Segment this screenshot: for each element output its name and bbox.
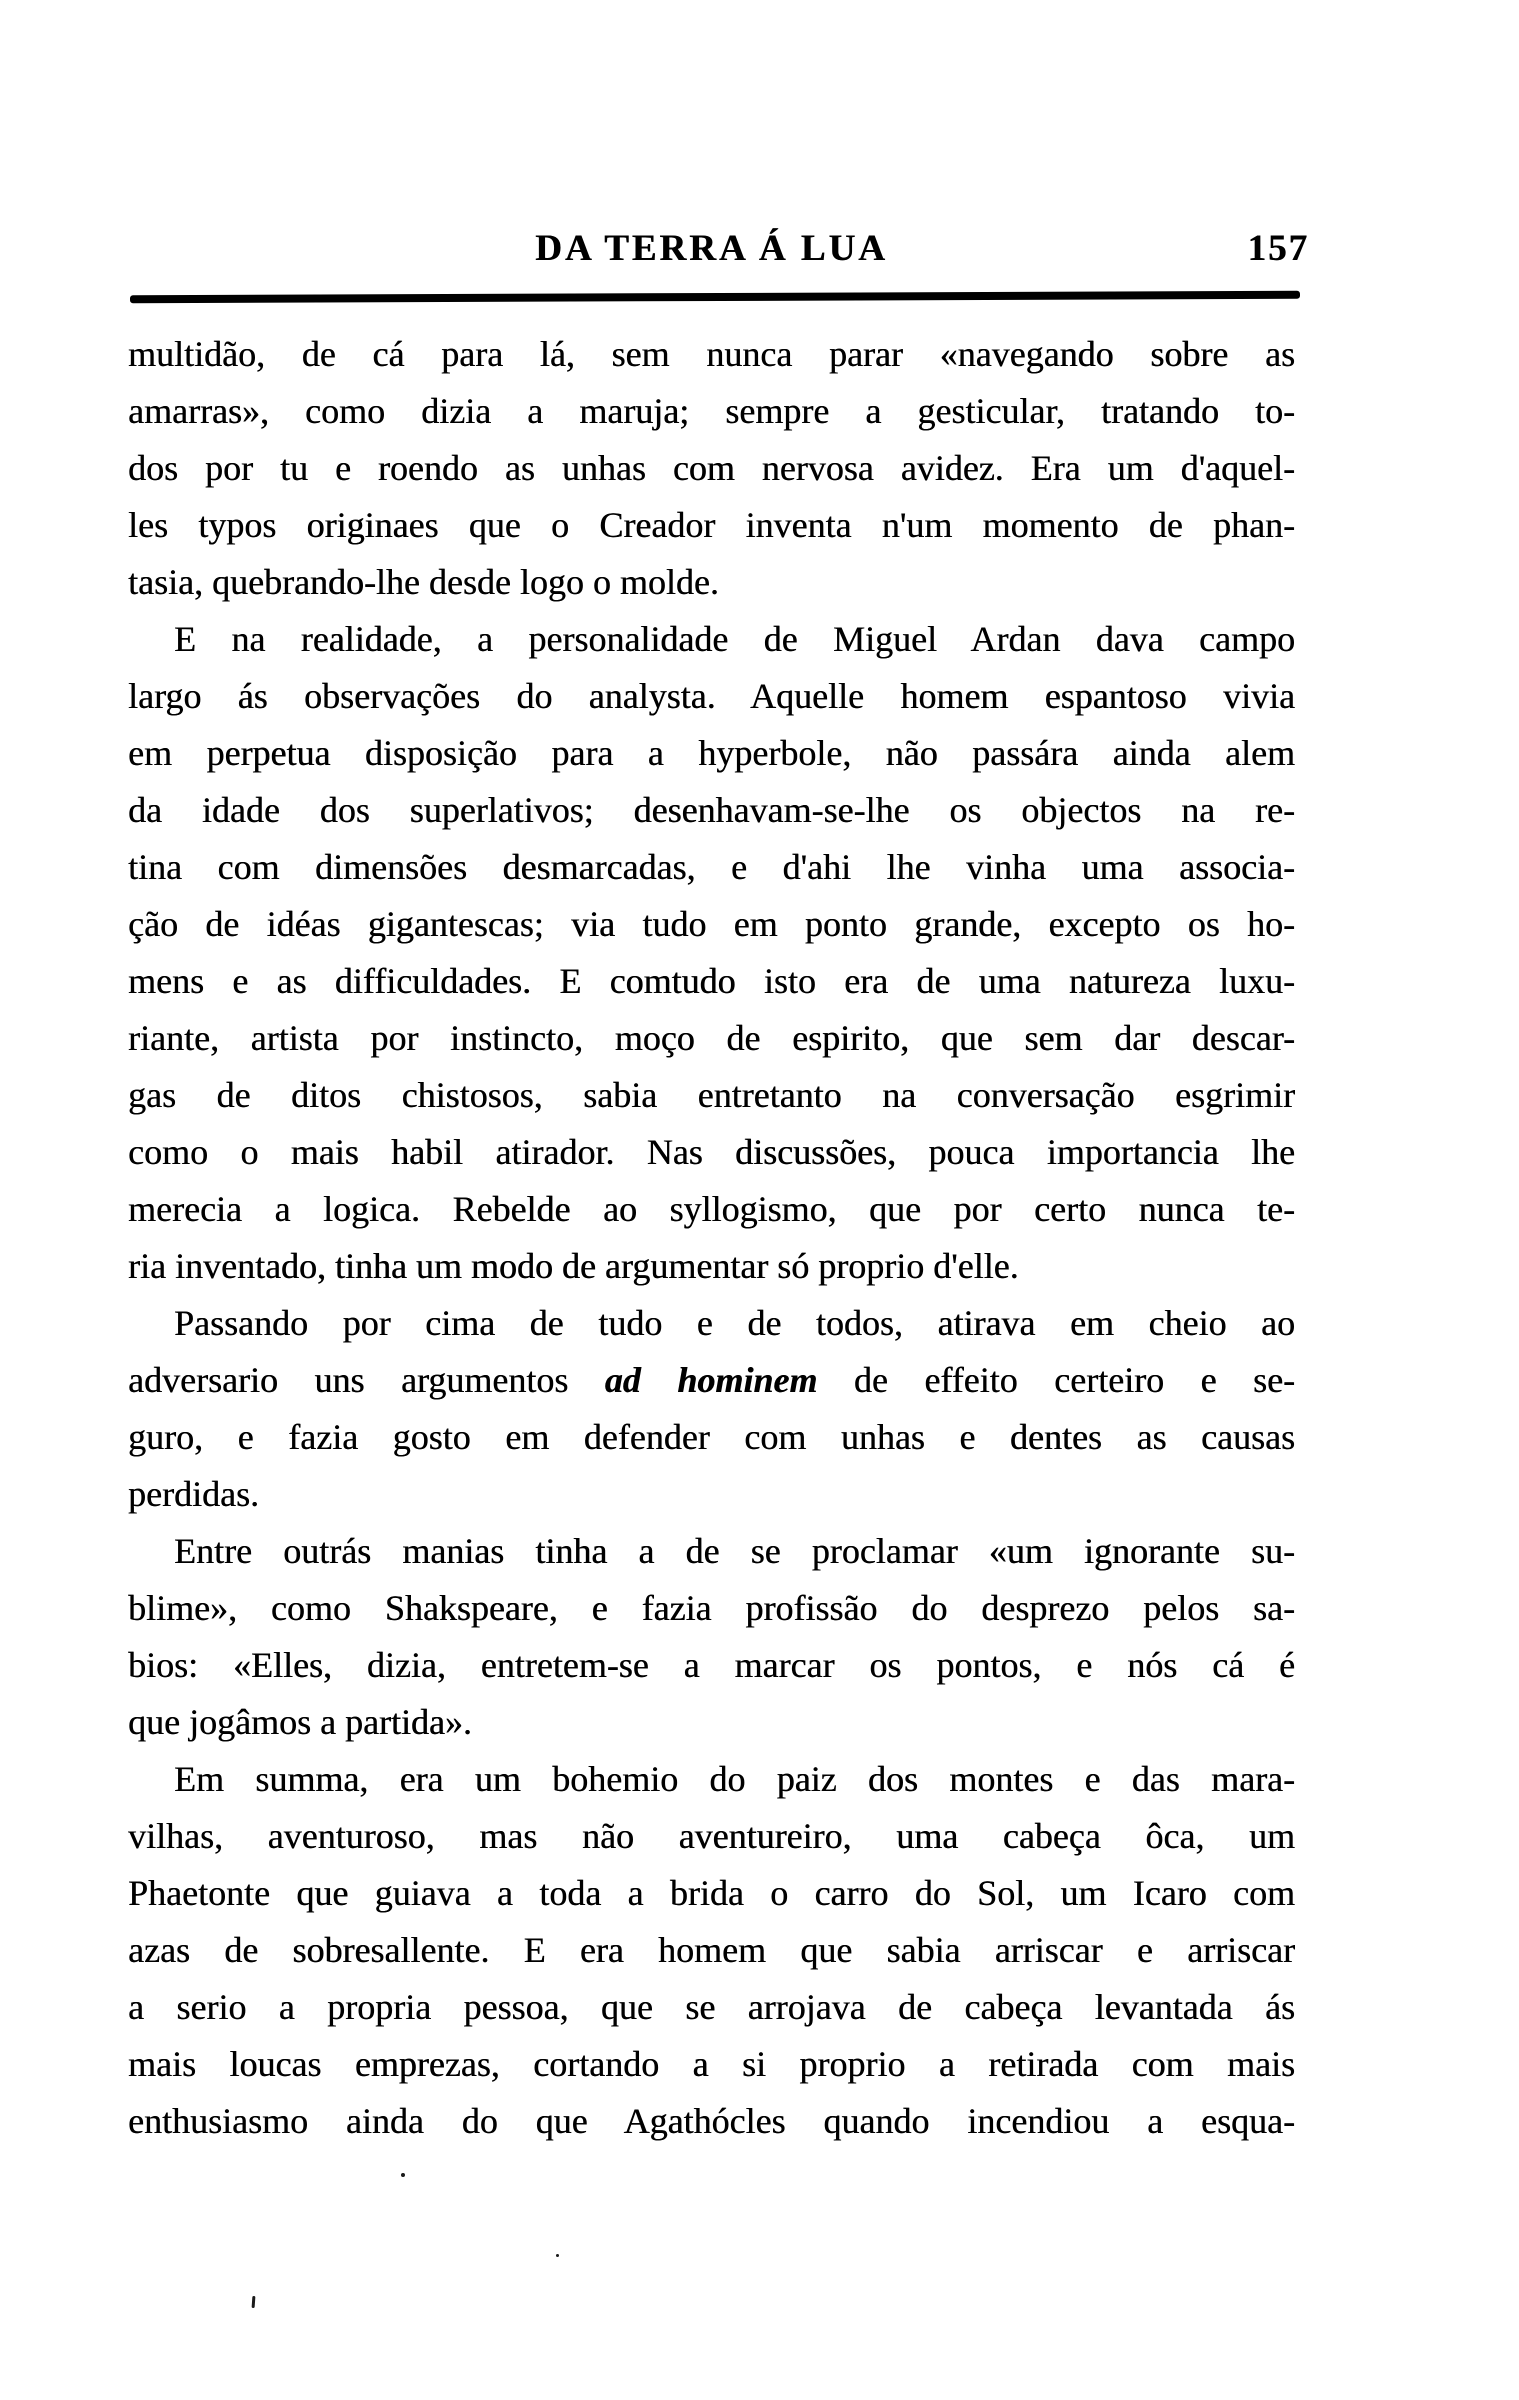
- running-title: DA TERRA Á LUA: [535, 228, 888, 269]
- text-line: enthusiasmo ainda do que Agathócles quando incendiou a esqua-: [128, 2101, 1295, 2141]
- text-line: gas de ditos chistosos, sabia entretanto na conversação esgrimir: [128, 1075, 1295, 1115]
- text-line: em perpetua disposição para a hyperbole, não passára ainda alem: [128, 733, 1295, 773]
- text-line: E na realidade, a personalidade de Miguel Ardan dava campo: [174, 619, 1295, 659]
- scan-speck: [556, 2254, 559, 2257]
- body-text: [128, 326, 1295, 2150]
- text-line: merecia a logica. Rebelde ao syllogismo, que por certo nunca te-: [128, 1189, 1295, 1229]
- text-line: riante, artista por instincto, moço de espirito, que sem dar descar-: [128, 1018, 1295, 1058]
- text-line: azas de sobresallente. E era homem que sabia arriscar e arriscar: [128, 1930, 1295, 1970]
- scan-speck: [401, 2173, 405, 2177]
- text-run: adversario uns argumentos: [128, 1360, 605, 1400]
- header-rule: [130, 291, 1300, 303]
- page-number: 157: [1247, 228, 1309, 269]
- text-line: Entre outrás manias tinha a de se proclamar «um ignorante su-: [174, 1531, 1295, 1571]
- text-line: a serio a propria pessoa, que se arrojava de cabeça levantada ás: [128, 1987, 1295, 2027]
- text-run: de effeito certeiro e se-: [817, 1360, 1295, 1400]
- text-line: Em summa, era um bohemio do paiz dos montes e das mara-: [174, 1759, 1295, 1799]
- text-line: da idade dos superlativos; desenhavam-se-lhe os objectos na re-: [128, 790, 1295, 830]
- text-line: [128, 1352, 1295, 1409]
- running-header: [128, 226, 1309, 272]
- text-line: largo ás observações do analysta. Aquelle homem espantoso vivia: [128, 676, 1295, 716]
- text-line: mens e as difficuldades. E comtudo isto era de uma natureza luxu-: [128, 961, 1295, 1001]
- text-line: tasia, quebrando-lhe desde logo o molde.: [128, 562, 719, 602]
- text-line: blime», como Shakspeare, e fazia profissão do desprezo pelos sa-: [128, 1588, 1295, 1628]
- text-line: ção de idéas gigantescas; via tudo em ponto grande, excepto os ho-: [128, 904, 1295, 944]
- text-line: bios: «Elles, dizia, entretem-se a marcar os pontos, e nós cá é: [128, 1645, 1295, 1685]
- text-line: mais loucas emprezas, cortando a si proprio a retirada com mais: [128, 2044, 1295, 2084]
- text-line: amarras», como dizia a maruja; sempre a gesticular, tratando to-: [128, 391, 1295, 431]
- text-line: perdidas.: [128, 1474, 259, 1514]
- text-line: guro, e fazia gosto em defender com unhas e dentes as causas: [128, 1417, 1295, 1457]
- latin-phrase-italic: ad hominem: [604, 1360, 818, 1400]
- text-line: Passando por cima de tudo e de todos, atirava em cheio ao: [174, 1303, 1295, 1343]
- text-line: dos por tu e roendo as unhas com nervosa avidez. Era um d'aquel-: [128, 448, 1295, 488]
- text-line: multidão, de cá para lá, sem nunca parar «navegando sobre as: [128, 334, 1295, 374]
- text-line: vilhas, aventuroso, mas não aventureiro, uma cabeça ôca, um: [128, 1816, 1295, 1856]
- scan-speck: [252, 2296, 256, 2308]
- text-line: que jogâmos a partida».: [128, 1702, 472, 1742]
- text-line: les typos originaes que o Creador inventa n'um momento de phan-: [128, 505, 1295, 545]
- text-line: ria inventado, tinha um modo de argumentar só proprio d'elle.: [128, 1246, 1019, 1286]
- text-line: como o mais habil atirador. Nas discussões, pouca importancia lhe: [128, 1132, 1295, 1172]
- text-line: Phaetonte que guiava a toda a brida o carro do Sol, um Icaro com: [128, 1873, 1295, 1913]
- text-line: tina com dimensões desmarcadas, e d'ahi lhe vinha uma associa-: [128, 847, 1295, 887]
